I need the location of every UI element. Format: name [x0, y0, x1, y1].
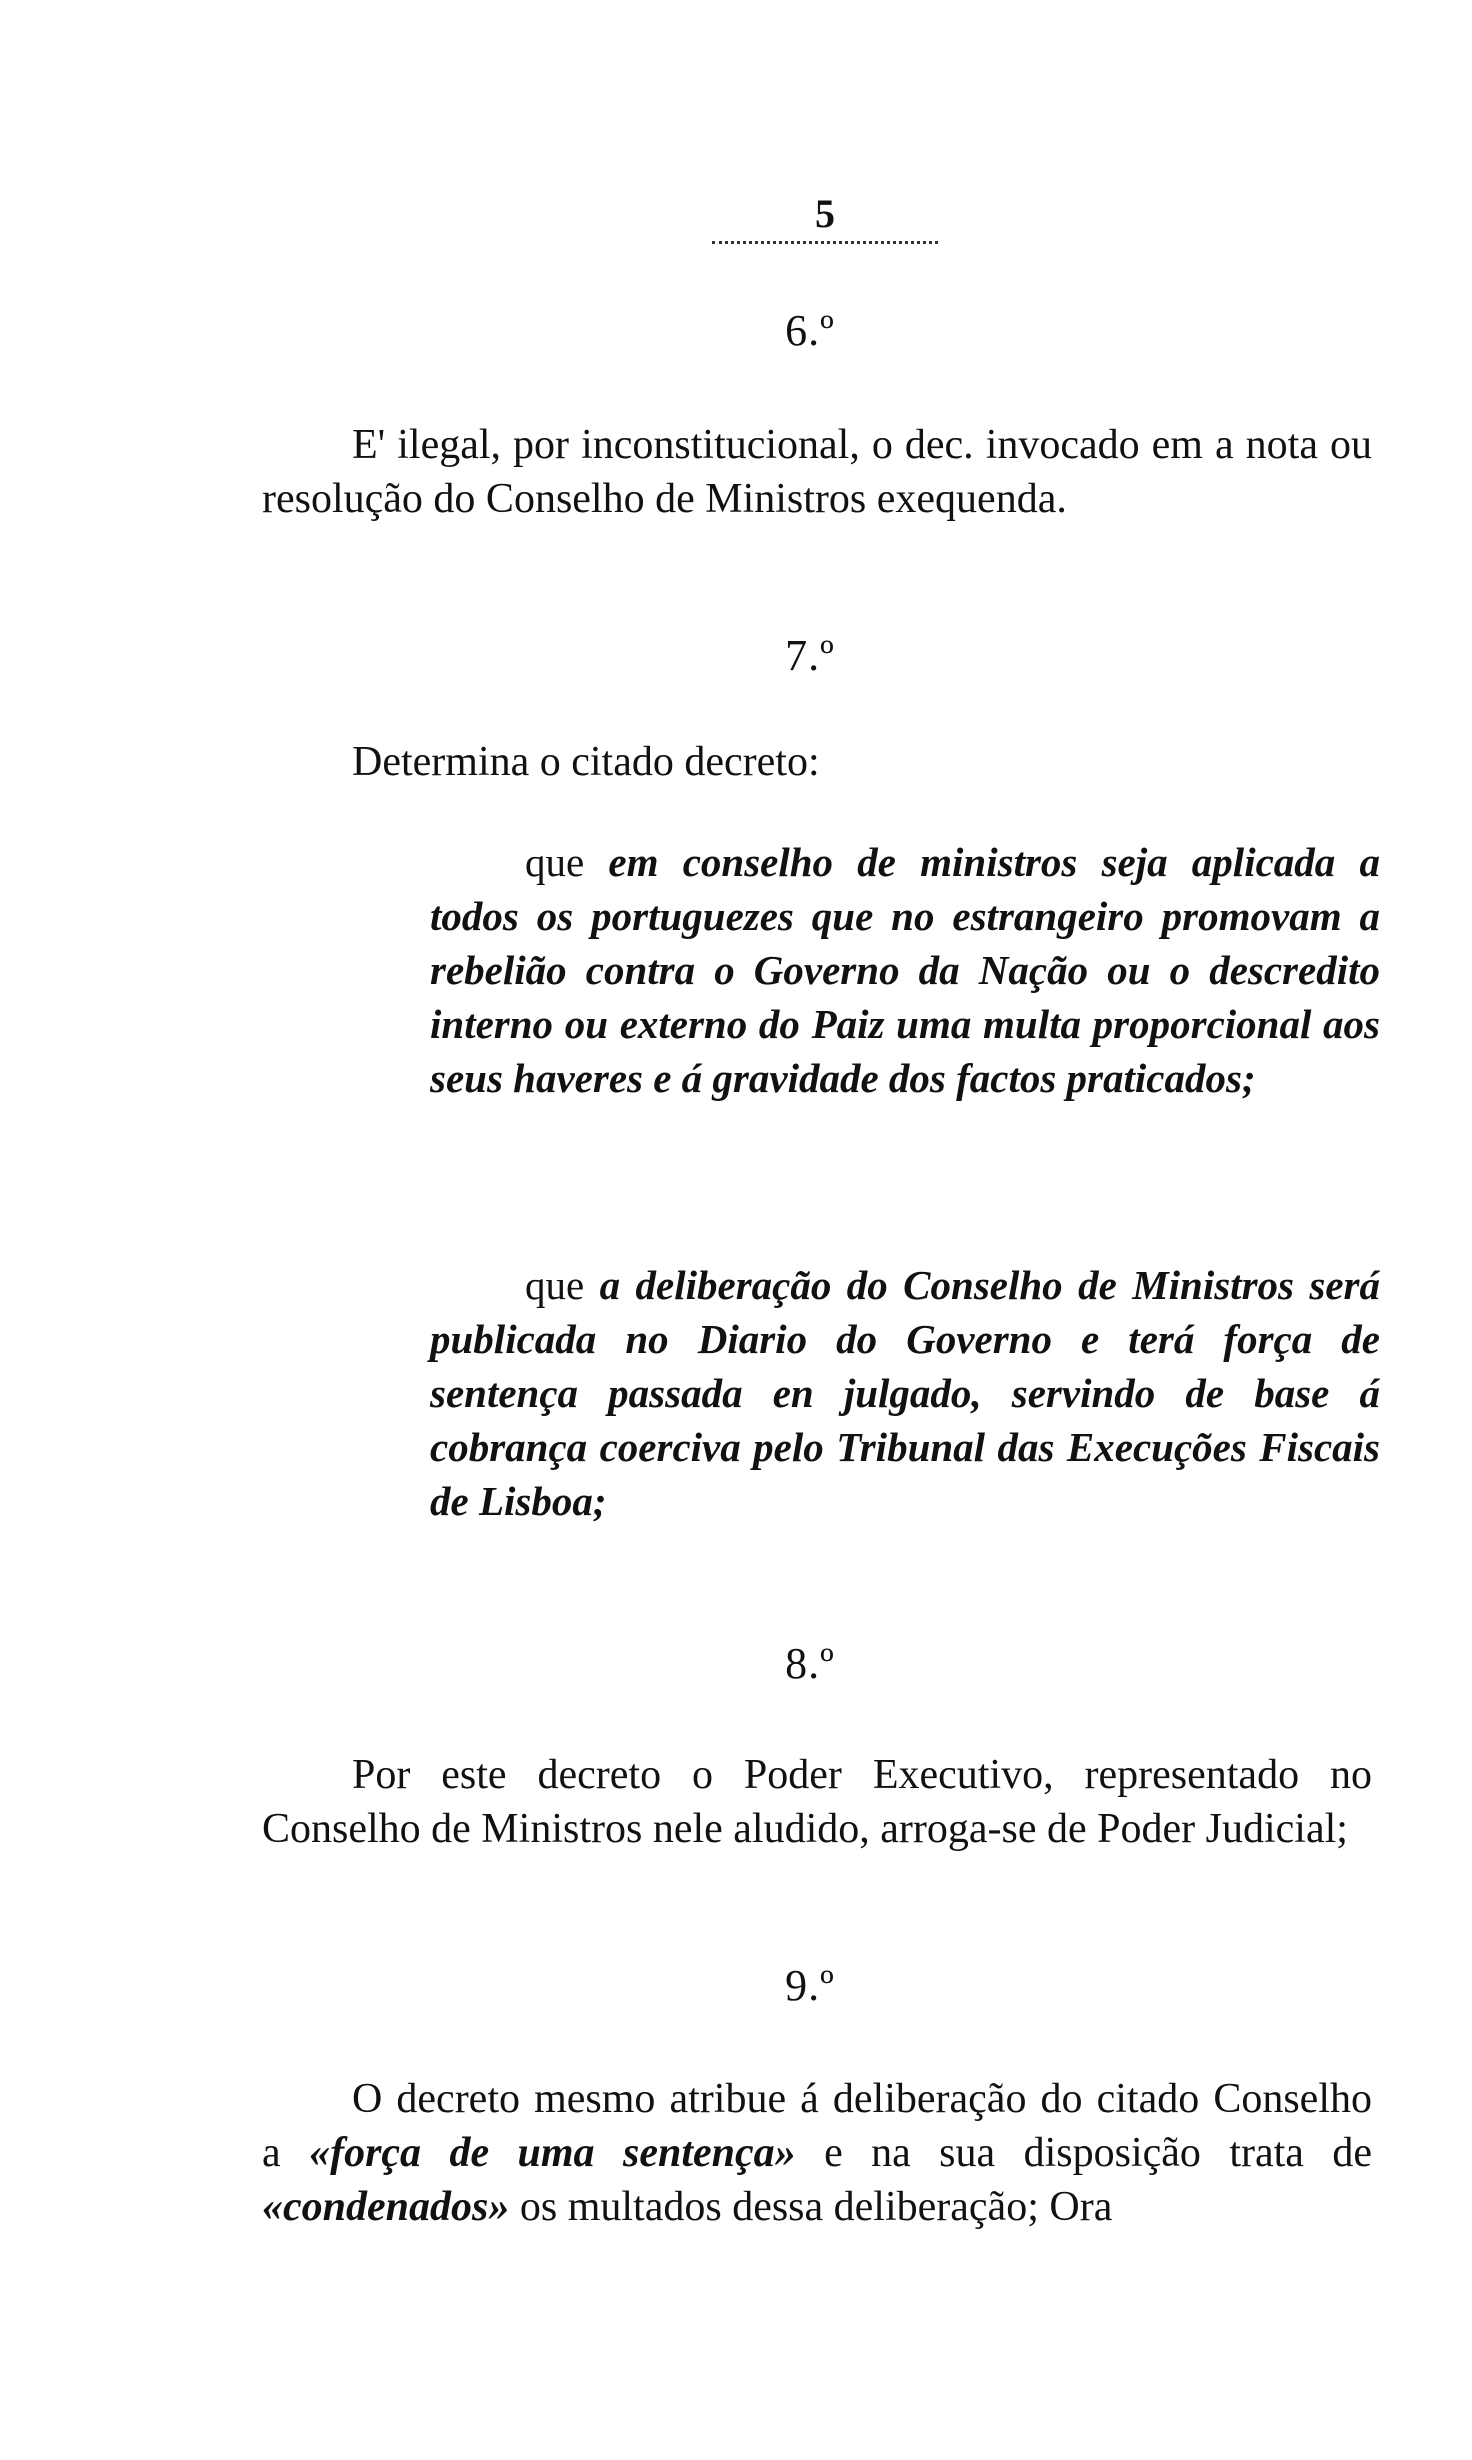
- section-9-text-3: os multados dessa deliberação; Ora: [519, 2184, 1113, 2230]
- quote-1-lead: que: [525, 839, 585, 885]
- section-9-italic-1: «força de uma sentença»: [309, 2130, 796, 2176]
- section-8-paragraph: [262, 1748, 1372, 1856]
- section-9-text-2: e na sua disposição trata de: [824, 2130, 1372, 2176]
- quote-1-text: em conselho de ministros seja aplicada a todos os portuguezes que no estrangeiro promovam a rebelião contra o Governo da Nação ou o descredito interno ou externo do Paiz uma multa proporcional aos seus haveres e á gravidade dos factos praticados;: [430, 839, 1380, 1101]
- section-6-paragraph: [262, 418, 1372, 526]
- section-heading-8: 8.º: [785, 1639, 835, 1688]
- quote-2-text: a deliberação do Conselho de Ministros será publicada no Diario do Governo e terá força de sentença passada en julgado, servindo de base á cobrança coerciva pelo Tribunal das Execuções Fiscais de Lisboa;: [430, 1262, 1381, 1524]
- section-9-paragraph: [262, 2072, 1372, 2234]
- section-7-intro: Determina o citado decreto:: [352, 739, 820, 785]
- section-heading-9: 9.º: [785, 1961, 835, 2010]
- section-heading-7: 7.º: [785, 631, 835, 680]
- section-9-text-1: O decreto mesmo atribue á deliberação do citado Conselho a: [262, 2076, 1372, 2176]
- section-9-italic-2: «condenados»: [262, 2184, 510, 2230]
- quote-2-lead: que: [525, 1262, 585, 1308]
- decree-quote-2: [430, 1258, 1380, 1528]
- section-heading-6: 6.º: [785, 306, 835, 355]
- section-6-text: E' ilegal, por inconstitucional, o dec. invocado em a nota ou resolução do Conselho de Ministros exequenda.: [262, 422, 1372, 522]
- decree-quote-1: [430, 835, 1380, 1105]
- section-8-text: Por este decreto o Poder Executivo, representado no Conselho de Ministros nele aludido, arroga-se de Poder Judicial;: [262, 1752, 1372, 1852]
- page-number: 5: [712, 190, 938, 244]
